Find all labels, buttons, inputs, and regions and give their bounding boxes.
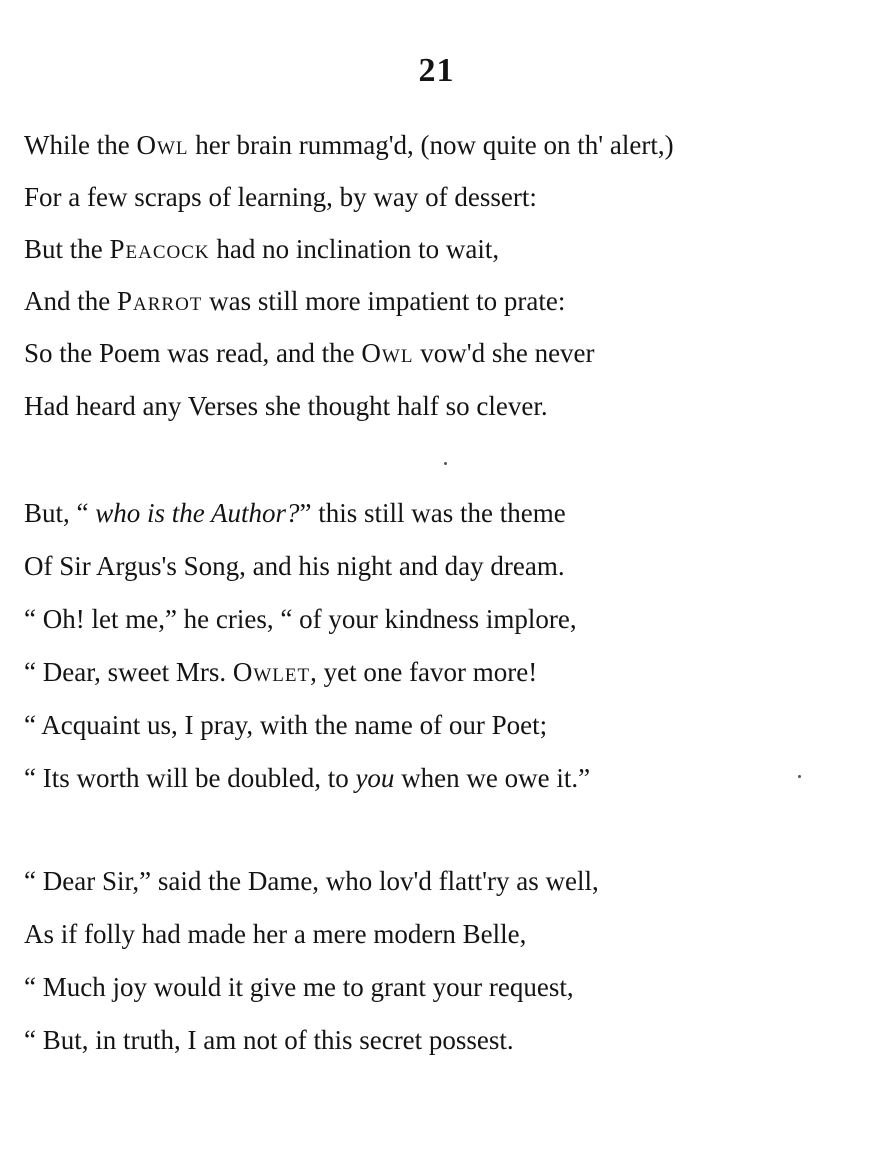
verse-line: But the Peacock had no inclination to wait,: [24, 234, 500, 264]
verse-line: “ Much joy would it give me to grant your request,: [24, 972, 574, 1002]
page-number: 21: [418, 52, 455, 89]
italic-phrase: who is the Author?: [95, 498, 300, 528]
verse-line: And the Parrot was still more impatient to prate:: [24, 286, 566, 316]
name-owl: Owl: [136, 130, 189, 160]
verse-line: But, “ who is the Author?” this still was the theme: [24, 498, 566, 528]
verse-line: “ Dear Sir,” said the Dame, who lov'd flatt'ry as well,: [24, 866, 599, 896]
verse-line: While the Owl her brain rummag'd, (now quite on th' alert,): [24, 130, 674, 160]
verse-line: So the Poem was read, and the Owl vow'd she never: [24, 338, 595, 368]
verse-line: Had heard any Verses she thought half so clever.: [24, 391, 548, 421]
verse-line: “ But, in truth, I am not of this secret possest.: [24, 1025, 514, 1055]
verse-line: “ Acquaint us, I pray, with the name of our Poet;: [24, 710, 548, 740]
verse-line: Of Sir Argus's Song, and his night and day dream.: [24, 551, 565, 581]
verse-line: “ Oh! let me,” he cries, “ of your kindness implore,: [24, 604, 577, 634]
name-owl: Owl: [361, 338, 414, 368]
name-parrot: Parrot: [116, 286, 203, 316]
name-peacock: Peacock: [109, 234, 210, 264]
scan-speck: [798, 775, 801, 778]
verse-line: For a few scraps of learning, by way of dessert:: [24, 182, 537, 212]
verse-line: “ Its worth will be doubled, to you when we owe it.”: [24, 763, 591, 793]
scan-speck: [444, 462, 447, 465]
verse-line: “ Dear, sweet Mrs. Owlet, yet one favor more!: [24, 657, 538, 687]
name-owlet: Owlet: [232, 657, 311, 687]
italic-word: you: [355, 763, 395, 793]
verse-line: As if folly had made her a mere modern Belle,: [24, 919, 527, 949]
